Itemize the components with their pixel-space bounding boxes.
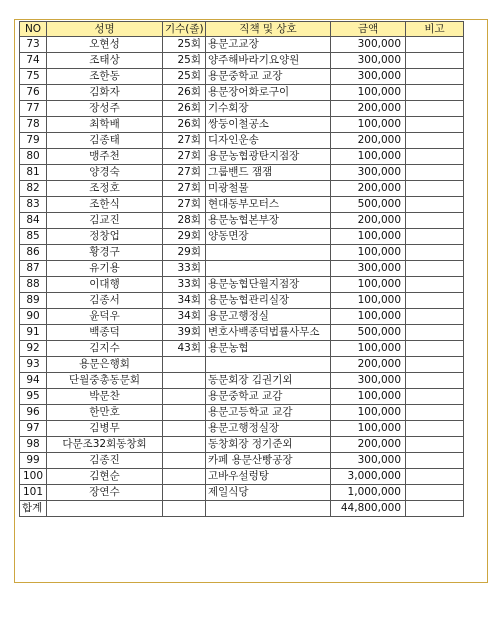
header-note: 비고 <box>406 22 464 37</box>
cell-no: 78 <box>20 117 47 133</box>
table-row <box>20 165 464 181</box>
cell-name: 조한동 <box>47 69 163 85</box>
cell-note <box>406 389 464 405</box>
cell-cohort: 26회 <box>163 85 206 101</box>
total-label: 합계 <box>20 501 47 517</box>
cell-cohort <box>163 357 206 373</box>
total-empty-cohort <box>163 501 206 517</box>
cell-name: 조정호 <box>47 181 163 197</box>
cell-no: 91 <box>20 325 47 341</box>
cell-name: 한만호 <box>47 405 163 421</box>
table-row <box>20 293 464 309</box>
cell-note <box>406 37 464 53</box>
cell-title <box>206 261 331 277</box>
cell-note <box>406 165 464 181</box>
table-row <box>20 405 464 421</box>
cell-amount: 100,000 <box>331 405 406 421</box>
cell-name: 맹주천 <box>47 149 163 165</box>
cell-cohort: 33회 <box>163 277 206 293</box>
cell-note <box>406 421 464 437</box>
cell-no: 94 <box>20 373 47 389</box>
cell-name: 백종덕 <box>47 325 163 341</box>
cell-note <box>406 261 464 277</box>
cell-cohort: 27회 <box>163 149 206 165</box>
cell-cohort: 26회 <box>163 117 206 133</box>
cell-amount: 300,000 <box>331 37 406 53</box>
table-row <box>20 69 464 85</box>
total-empty-title <box>206 501 331 517</box>
cell-title: 용문농협단월지점장 <box>206 277 331 293</box>
table-row <box>20 213 464 229</box>
cell-amount: 100,000 <box>331 149 406 165</box>
cell-title: 용문고행정실 <box>206 309 331 325</box>
cell-note <box>406 357 464 373</box>
cell-name: 김교진 <box>47 213 163 229</box>
cell-no: 97 <box>20 421 47 437</box>
cell-note <box>406 149 464 165</box>
cell-name: 최학배 <box>47 117 163 133</box>
cell-note <box>406 229 464 245</box>
cell-cohort: 27회 <box>163 165 206 181</box>
header-no: NO <box>20 22 47 37</box>
cell-amount: 100,000 <box>331 245 406 261</box>
cell-no: 77 <box>20 101 47 117</box>
table-row <box>20 149 464 165</box>
cell-amount: 200,000 <box>331 181 406 197</box>
total-row <box>20 501 464 517</box>
cell-amount: 100,000 <box>331 293 406 309</box>
cell-amount: 100,000 <box>331 277 406 293</box>
cell-note <box>406 309 464 325</box>
cell-name: 용문은행회 <box>47 357 163 373</box>
cell-name: 오현성 <box>47 37 163 53</box>
header-title: 직책 및 상호 <box>206 22 331 37</box>
cell-no: 80 <box>20 149 47 165</box>
cell-title: 용문중학교 교감 <box>206 389 331 405</box>
cell-cohort: 27회 <box>163 133 206 149</box>
cell-no: 90 <box>20 309 47 325</box>
cell-no: 81 <box>20 165 47 181</box>
table-row <box>20 325 464 341</box>
cell-title: 카페 용문산빵공장 <box>206 453 331 469</box>
cell-title: 용문고등학교 교감 <box>206 405 331 421</box>
cell-cohort <box>163 389 206 405</box>
table-row <box>20 437 464 453</box>
cell-note <box>406 293 464 309</box>
total-empty-note <box>406 501 464 517</box>
cell-note <box>406 277 464 293</box>
cell-cohort: 29회 <box>163 245 206 261</box>
cell-name: 다문조32회동창회 <box>47 437 163 453</box>
cell-name: 김종태 <box>47 133 163 149</box>
cell-title: 용문농협관리실장 <box>206 293 331 309</box>
cell-title <box>206 357 331 373</box>
cell-title: 기수회장 <box>206 101 331 117</box>
cell-cohort: 34회 <box>163 293 206 309</box>
cell-cohort: 25회 <box>163 53 206 69</box>
cell-cohort: 39회 <box>163 325 206 341</box>
cell-cohort <box>163 485 206 501</box>
table-body <box>20 37 464 517</box>
cell-title: 그룹밴드 잼잼 <box>206 165 331 181</box>
cell-no: 93 <box>20 357 47 373</box>
table-row <box>20 277 464 293</box>
table-row <box>20 469 464 485</box>
cell-cohort: 25회 <box>163 37 206 53</box>
cell-amount: 200,000 <box>331 357 406 373</box>
table-row <box>20 309 464 325</box>
cell-name: 조태상 <box>47 53 163 69</box>
cell-cohort: 25회 <box>163 69 206 85</box>
cell-cohort <box>163 469 206 485</box>
cell-amount: 200,000 <box>331 213 406 229</box>
cell-title: 용문농협본부장 <box>206 213 331 229</box>
cell-title: 동문회장 김권기외 <box>206 373 331 389</box>
cell-name: 김화자 <box>47 85 163 101</box>
cell-amount: 100,000 <box>331 309 406 325</box>
cell-title: 쌍둥이철공소 <box>206 117 331 133</box>
cell-amount: 300,000 <box>331 373 406 389</box>
cell-title: 변호사백종덕법률사무소 <box>206 325 331 341</box>
cell-note <box>406 405 464 421</box>
table-row <box>20 133 464 149</box>
cell-cohort <box>163 373 206 389</box>
cell-no: 100 <box>20 469 47 485</box>
cell-no: 82 <box>20 181 47 197</box>
cell-no: 79 <box>20 133 47 149</box>
cell-amount: 100,000 <box>331 117 406 133</box>
cell-note <box>406 469 464 485</box>
cell-cohort <box>163 421 206 437</box>
cell-title: 고바우설렁탕 <box>206 469 331 485</box>
cell-name: 장성주 <box>47 101 163 117</box>
cell-cohort: 29회 <box>163 229 206 245</box>
cell-note <box>406 69 464 85</box>
table-row <box>20 357 464 373</box>
cell-name: 단월중총동문회 <box>47 373 163 389</box>
cell-title: 용문중학교 교장 <box>206 69 331 85</box>
cell-name: 김종서 <box>47 293 163 309</box>
table-row <box>20 117 464 133</box>
cell-note <box>406 197 464 213</box>
cell-note <box>406 53 464 69</box>
cell-note <box>406 117 464 133</box>
cell-amount: 100,000 <box>331 341 406 357</box>
header-amount: 금액 <box>331 22 406 37</box>
cell-name: 윤덕우 <box>47 309 163 325</box>
cell-cohort: 27회 <box>163 197 206 213</box>
cell-title: 동창회장 정기준외 <box>206 437 331 453</box>
cell-title: 디자인운송 <box>206 133 331 149</box>
cell-note <box>406 373 464 389</box>
table-row <box>20 261 464 277</box>
cell-no: 74 <box>20 53 47 69</box>
cell-amount: 200,000 <box>331 133 406 149</box>
cell-no: 96 <box>20 405 47 421</box>
table-row <box>20 101 464 117</box>
cell-no: 73 <box>20 37 47 53</box>
cell-amount: 200,000 <box>331 437 406 453</box>
cell-amount: 1,000,000 <box>331 485 406 501</box>
cell-name: 이대행 <box>47 277 163 293</box>
cell-no: 75 <box>20 69 47 85</box>
cell-name: 김현순 <box>47 469 163 485</box>
cell-no: 85 <box>20 229 47 245</box>
cell-note <box>406 133 464 149</box>
header-name: 성명 <box>47 22 163 37</box>
cell-name: 박문찬 <box>47 389 163 405</box>
cell-amount: 3,000,000 <box>331 469 406 485</box>
cell-cohort: 34회 <box>163 309 206 325</box>
cell-no: 89 <box>20 293 47 309</box>
cell-name: 김병무 <box>47 421 163 437</box>
cell-title: 제일식당 <box>206 485 331 501</box>
cell-amount: 100,000 <box>331 229 406 245</box>
cell-no: 76 <box>20 85 47 101</box>
cell-title: 용문농협광탄지점장 <box>206 149 331 165</box>
cell-title: 용문고교장 <box>206 37 331 53</box>
donation-table <box>19 21 464 517</box>
cell-cohort <box>163 453 206 469</box>
cell-amount: 300,000 <box>331 53 406 69</box>
cell-amount: 300,000 <box>331 453 406 469</box>
total-amount: 44,800,000 <box>331 501 406 517</box>
cell-title: 양주해바라기요양원 <box>206 53 331 69</box>
cell-no: 88 <box>20 277 47 293</box>
cell-title: 용문장어화로구이 <box>206 85 331 101</box>
cell-amount: 100,000 <box>331 85 406 101</box>
table-row <box>20 85 464 101</box>
header-cohort: 기수(졸) <box>163 22 206 37</box>
cell-note <box>406 341 464 357</box>
cell-amount: 300,000 <box>331 69 406 85</box>
table-row <box>20 373 464 389</box>
cell-amount: 300,000 <box>331 261 406 277</box>
table-row <box>20 197 464 213</box>
cell-cohort <box>163 437 206 453</box>
cell-title: 현대동부모터스 <box>206 197 331 213</box>
cell-name: 정창업 <box>47 229 163 245</box>
cell-name: 조한식 <box>47 197 163 213</box>
cell-no: 98 <box>20 437 47 453</box>
cell-no: 84 <box>20 213 47 229</box>
cell-title: 용문농협 <box>206 341 331 357</box>
cell-note <box>406 437 464 453</box>
cell-name: 장연수 <box>47 485 163 501</box>
cell-no: 87 <box>20 261 47 277</box>
table-row <box>20 421 464 437</box>
table-row <box>20 229 464 245</box>
table-row <box>20 485 464 501</box>
cell-note <box>406 213 464 229</box>
cell-name: 김종진 <box>47 453 163 469</box>
table-row <box>20 53 464 69</box>
cell-title <box>206 245 331 261</box>
cell-note <box>406 485 464 501</box>
table-row <box>20 453 464 469</box>
cell-amount: 500,000 <box>331 197 406 213</box>
table-row <box>20 389 464 405</box>
cell-no: 92 <box>20 341 47 357</box>
table-row <box>20 341 464 357</box>
cell-amount: 200,000 <box>331 101 406 117</box>
cell-no: 101 <box>20 485 47 501</box>
cell-note <box>406 453 464 469</box>
table-row <box>20 181 464 197</box>
cell-title: 양동면장 <box>206 229 331 245</box>
cell-note <box>406 325 464 341</box>
cell-amount: 500,000 <box>331 325 406 341</box>
cell-no: 86 <box>20 245 47 261</box>
cell-note <box>406 85 464 101</box>
cell-name: 황경구 <box>47 245 163 261</box>
cell-cohort: 28회 <box>163 213 206 229</box>
cell-no: 83 <box>20 197 47 213</box>
cell-cohort: 33회 <box>163 261 206 277</box>
cell-note <box>406 245 464 261</box>
cell-name: 양경숙 <box>47 165 163 181</box>
cell-amount: 300,000 <box>331 165 406 181</box>
header-row <box>20 22 464 37</box>
cell-cohort: 27회 <box>163 181 206 197</box>
cell-title: 미광철물 <box>206 181 331 197</box>
cell-cohort <box>163 405 206 421</box>
cell-note <box>406 181 464 197</box>
cell-cohort: 43회 <box>163 341 206 357</box>
cell-amount: 100,000 <box>331 389 406 405</box>
cell-title: 용문고행정실장 <box>206 421 331 437</box>
total-empty-name <box>47 501 163 517</box>
cell-cohort: 26회 <box>163 101 206 117</box>
cell-name: 김지수 <box>47 341 163 357</box>
cell-no: 99 <box>20 453 47 469</box>
cell-amount: 100,000 <box>331 421 406 437</box>
cell-name: 유기용 <box>47 261 163 277</box>
cell-note <box>406 101 464 117</box>
table-row <box>20 245 464 261</box>
table-row <box>20 37 464 53</box>
cell-no: 95 <box>20 389 47 405</box>
